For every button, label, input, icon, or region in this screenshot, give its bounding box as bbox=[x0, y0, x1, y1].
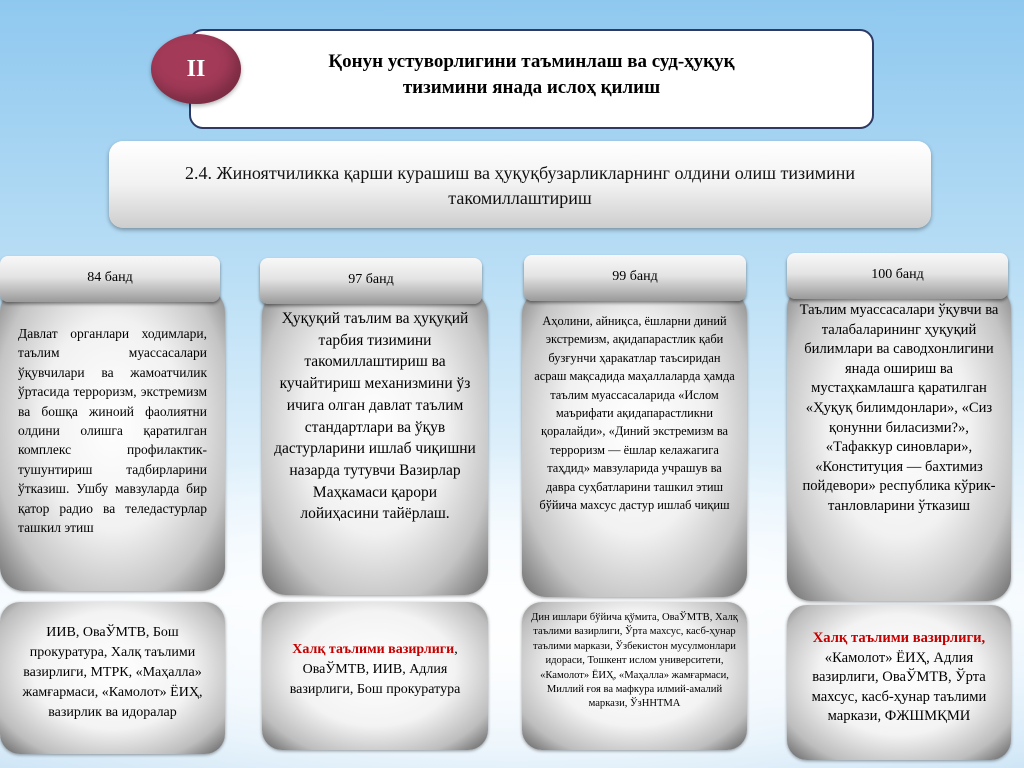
section-number-badge: II bbox=[151, 34, 241, 104]
column-4-tab: 100 банд bbox=[787, 253, 1008, 299]
column-2-tab: 97 банд bbox=[260, 258, 482, 304]
header-box bbox=[189, 29, 874, 129]
subtitle-box: 2.4. Жиноятчиликка қарши курашиш ва ҳуқуқбузарликларнинг олдини олиш тизимини такомиллаштириш bbox=[109, 141, 931, 228]
column-4-responsible-highlight: Халқ таълими вазирлиги, bbox=[812, 630, 986, 646]
column-2-responsible-text: , ОваЎМТВ, ИИВ, Адлия вазирлиги, Бош прокуратура bbox=[289, 642, 461, 697]
column-2-description: Ҳуқуқий таълим ва ҳуқуқий тарбия тизимини такомиллаштириш ва кучайтириш механизмини ўз ичига олган давлат таълим стандартлари ва ўқув дастурларини ишлаб чиқишни назарда тутувчи Вазирлар Маҳкамаси қарори лойиҳасини тайёрлаш. bbox=[262, 291, 488, 595]
page-title-line1: Қонун устуворлигини таъминлаш ва суд-ҳуқуқ bbox=[328, 51, 735, 72]
column-1-tab: 84 банд bbox=[0, 256, 220, 302]
column-3-responsible bbox=[522, 602, 747, 750]
column-3-responsible-text: Дин ишлари бўйича қўмита, ОваЎМТВ, Халқ таълими вазирлиги, Ўрта махсус, касб-ҳунар таълими маркази, Ўзбекистон мусулмонлари идораси, Тошкент ислом университети, «Камолот» ЁИҲ, «Маҳалла» жамғармаси, Миллий ғоя ва мафкура илмий-амалий маркази, ЎзННТМА bbox=[531, 612, 738, 710]
column-4-description: Таълим муассасалари ўқувчи ва талабаларининг ҳуқуқий билимлари ва саводхонлигини янада ошириш ва мустаҳкамлашга қаратилган «Ҳуқуқ билимдонлари», «Сиз қонунни биласизми?», «Тафаккур синовлари», «Конституция — бахтимиз пойдевори» республика кўрик-танловларини ўтказиш bbox=[787, 285, 1011, 601]
page-title-line2: тизимини янада ислоҳ қилиш bbox=[402, 77, 661, 98]
column-2-responsible-highlight: Халқ таълими вазирлиги bbox=[292, 642, 455, 657]
column-4-responsible bbox=[787, 605, 1011, 760]
column-2-responsible bbox=[262, 602, 488, 750]
page-title bbox=[191, 49, 872, 101]
column-1-responsible bbox=[0, 602, 225, 754]
column-1-responsible-text: ИИВ, ОваЎМТВ, Бош прокуратура, Халқ таълими вазирлиги, МТРК, «Маҳалла» жамғармаси, «Камолот» ЁИҲ, вазирлик ва идоралар bbox=[22, 625, 203, 720]
column-3-tab: 99 банд bbox=[524, 255, 746, 301]
column-3-description: Аҳолини, айниқса, ёшларни диний экстремизм, ақидапарастлик қаби бузғунчи ҳаракатлар таъсиридан асраш мақсадида маҳаллаларда ҳамда таълим муассасаларида «Ислом маърифати ақидапарастликни қоралайди», «Диний экстремизм ва терроризм — ёшлар келажагига таҳдид» мавзуларида учрашув ва давра суҳбатларини ташкил этиш бўйича махсус дастур ишлаб чиқиш bbox=[522, 290, 747, 597]
column-1-description: Давлат органлари ходимлари, таълим муассасалари ўқувчилари ва жамоатчилик ўртасида терроризм, экстремизм ва бошқа жиноий фаолиятни олдини олишга қаратилган комплекс профилактик-тушунтириш тадбирларини ўтказиш. Ушбу мавзуларда бир қатор радио ва теледастурлар ташкил этиш bbox=[0, 288, 225, 591]
column-4-responsible-text: «Камолот» ЁИҲ, Адлия вазирлиги, ОваЎМТВ, Ўрта махсус, касб-ҳунар таълими маркази, ФЖШМҚМИ bbox=[811, 649, 987, 725]
